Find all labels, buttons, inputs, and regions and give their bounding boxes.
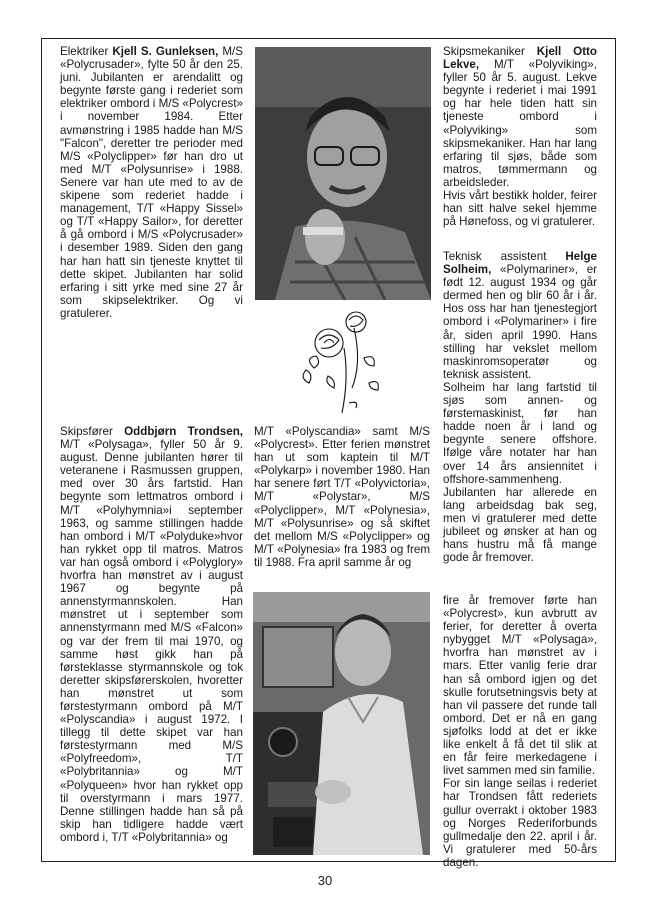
article-body: fire år fremover førte han «Polycrest», kun avbrutt av ferier, for deretter å overta nybygget M/T «Polysaga», hvorfra han mønstret av i mars. Etter vanlig ferie drar han så ombord igjen og det skulle forutsetningsvis bety at han vil passere det runde tall ombord. Det er nå en gang sjøfolks lodd at det er ikke like enkelt å få det til slik at en får feire merkedagene i livet sammen med sin familie. xyxy=(443,594,597,778)
title-prefix: Skipsfører xyxy=(60,425,125,438)
person-name: Kjell Otto Lekve, xyxy=(443,45,597,72)
article-trondsen-col1 xyxy=(60,425,243,844)
article-body: M/S «Polycrusader», fylte 50 år den 25. juni. Jubilanten er arendalitt og begynte første gang i rederiet som elektriker ombord i M/S «Polycrest» i november 1984. Etter avmønstring i 1985 hadde han M/S "Falcon", deretter tre perioder med M/S «Polyclipper» før han dro ut med M/T «Polysunrise» i 1988. Senere var han ute med to av de skipene som rederiet hadde i management, T/T «Happy Sissel» og T/T «Happy Sailor», for deretter å gå ombord i M/S «Polycrusader» i desember 1989. Siden den gang har han hatt sin tjeneste knyttet til dette skipet. Jubilanten har solid erfaring i sitt yrke med sine 27 år som skipselektriker. Og vi gratulerer. xyxy=(60,45,243,320)
title-prefix: Teknisk assistent xyxy=(443,250,566,263)
article-trondsen-col2 xyxy=(254,425,430,569)
article-body-2: For sin lange seilas i rederiet har Trondsen fått rederiets gullur overrakt i oktober 1983 og Norges Rederiforbunds gullmedalje den 22. april i år. Vi gratulerer med 50-års dagen. xyxy=(443,777,597,869)
article-body-2: Solheim har lang fartstid til sjøs som annen- og førstemaskinist, før han hadde noen år i land og begynte senere offshore. Ifølge våre notater har han over 14 års ansiennitet i offshore-sammenheng. Jubilanten har allerede en lang arbeidsdag bak seg, men vi gratulerer med dette jubileet og ønsker at han og hans hustru må få mange gode år fremover. xyxy=(443,380,597,565)
article-body: M/T «Polysaga», fyller 50 år 9. august. Denne jubilanten hører til veteranene i Rasmussen gruppen, med over 30 års fartstid. Han begynte som lettmatros ombord i M/T «Polyhymnia»i september 1963, og samme stillingen hadde han ombord i M/T «Polyduke»hvor han rykket opp til matros. Matros var han også ombord i «Polyglory» hvorfra han mønstret av i august 1967 og begynte på annenstyrmannskolen. Han mønstret ut i september som annenstyrmann med M/S «Falcon» og var der frem til mai 1970, og samme høst gikk han på førsteklasse styrmannskole og tok deretter skipsførerskolen, hvoretter han mønstret ut som førstestyrmann ombord på M/T «Polyscandia» i august 1972. I tillegg til dette skipet var han førstestyrmann med M/S «Polyfreedom», T/T «Polybritannia» og M/T «Polyqueen» hvor han rykket opp til overstyrmann i mars 1977. Denne stillingen hadde han så på skip han tidligere hadde vært ombord i, T/T «Polybritannia» og xyxy=(60,438,243,844)
page-number: 30 xyxy=(317,873,333,888)
article-lekve xyxy=(443,45,597,228)
article-body: M/T «Polyscandia» samt M/S «Polycrest». Etter ferien mønstret han ut som kaptein til M/T «Polykarp» i november 1980. Han har senere ført T/T «Polyvictoria», M/T «Polystar», M/S «Polyclipper», M/T «Polynesia», M/T «Polysunrise» og så skiftet det mellom M/S «Polyclipper» og M/T «Polynesia» fra 1983 og frem til 1988. Fra april samme år og xyxy=(254,425,430,569)
person-name: Kjell S. Gunleksen, xyxy=(112,45,219,58)
article-trondsen-col3 xyxy=(443,594,597,869)
article-body-2: Hvis vårt bestikk holder, feirer han sitt halve sekel hjemme på Hønefoss, og vi gratulerer. xyxy=(443,189,597,229)
portrait-photo-gunleksen xyxy=(255,47,431,300)
article-body: M/T «Polyviking», fyller 50 år 5. august. Lekve begynte i rederiet i mai 1991 og har hele tiden hatt sin tjeneste ombord i «Polyviking» som skipsmekaniker. Han har lang erfaring til sjøs, både som matros, tømmermann og arbeidsleder. xyxy=(443,58,597,189)
title-prefix: Elektriker xyxy=(60,45,113,58)
title-prefix: Skipsmekaniker xyxy=(443,45,537,58)
portrait-photo-trondsen xyxy=(253,592,430,855)
article-gunleksen xyxy=(60,45,243,320)
person-name: Helge Solheim, xyxy=(443,250,597,277)
rose-illustration xyxy=(294,308,394,416)
article-body: «Polymariner», er født 12. august 1934 og går dermed hen og blir 60 år i år. Hos oss har han tjenestegjort ombord i «Polymariner» i fire år, siden april 1990. Hans stilling har vekslet mellom maskinromsoperatør og teknisk assistent. xyxy=(443,263,597,381)
person-name: Oddbjørn Trondsen, xyxy=(124,425,244,438)
article-solheim xyxy=(443,250,597,564)
